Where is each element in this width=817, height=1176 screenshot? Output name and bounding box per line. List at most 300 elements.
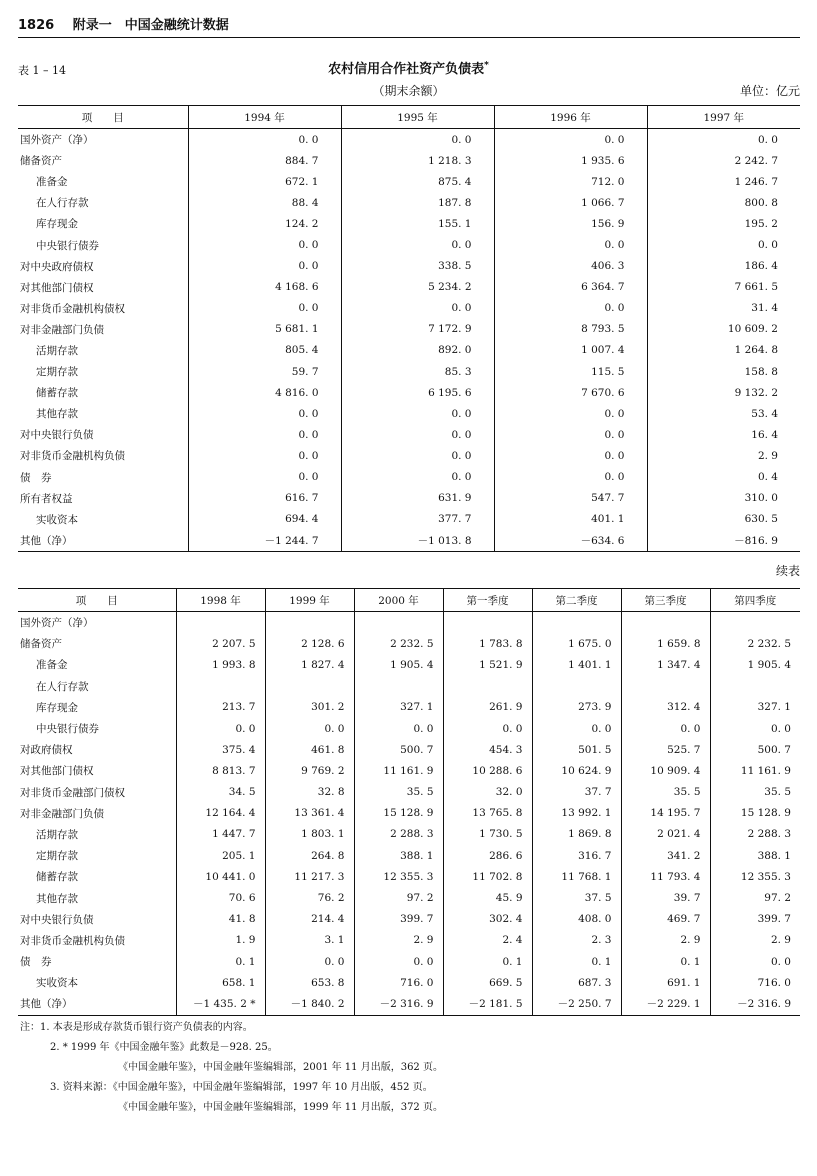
value-cell: 0. 0 <box>188 256 341 277</box>
value-cell: 310. 0 <box>647 488 800 509</box>
value-cell: 9 769. 2 <box>265 760 354 781</box>
row-label: 在人行存款 <box>36 680 89 693</box>
value-cell: 875. 4 <box>341 171 494 192</box>
value-cell: 2 288. 3 <box>354 824 443 845</box>
value-cell: 1 993. 8 <box>176 654 265 675</box>
table-subtitle: （期末余额） <box>372 84 445 98</box>
value-cell: 7 670. 6 <box>494 382 647 403</box>
value-cell: 2. 9 <box>647 445 800 466</box>
value-cell: 5 234. 2 <box>341 277 494 298</box>
value-cell: 0. 0 <box>354 951 443 972</box>
continued-label: 续表 <box>775 564 800 578</box>
table-row <box>18 718 800 739</box>
table-body <box>18 612 800 1016</box>
table-row <box>18 782 800 803</box>
value-cell: 13 992. 1 <box>532 803 621 824</box>
value-cell: 158. 8 <box>647 361 800 382</box>
table-row <box>18 845 800 866</box>
value-cell: 0. 0 <box>265 718 354 739</box>
table-row <box>18 213 800 234</box>
value-cell: 0. 0 <box>265 951 354 972</box>
table-row <box>18 488 800 509</box>
table-row <box>18 676 800 697</box>
value-cell: 0. 0 <box>621 718 710 739</box>
value-cell: 800. 8 <box>647 192 800 213</box>
table-header-row <box>18 589 800 612</box>
table-row <box>18 319 800 340</box>
value-cell: 0. 0 <box>341 445 494 466</box>
value-cell: 0. 0 <box>494 467 647 488</box>
table-id: 表 1 – 14 <box>18 64 66 77</box>
row-label: 中央银行债券 <box>36 239 99 252</box>
table-row <box>18 361 800 382</box>
value-cell: 0. 0 <box>647 234 800 255</box>
row-label: 储蓄存款 <box>36 871 78 884</box>
row-label: 实收资本 <box>36 977 78 990</box>
value-cell: 377. 7 <box>341 509 494 530</box>
value-cell: 97. 2 <box>710 887 800 908</box>
value-cell <box>265 676 354 697</box>
value-cell: 31. 4 <box>647 298 800 319</box>
running-head <box>18 14 800 38</box>
table-row <box>18 993 800 1015</box>
value-cell: 1 521. 9 <box>443 654 532 675</box>
value-cell <box>443 612 532 634</box>
value-cell: 1 675. 0 <box>532 633 621 654</box>
row-label: 国外资产（净） <box>20 617 94 630</box>
row-label: 储备资产 <box>20 155 62 168</box>
value-cell: 500. 7 <box>710 739 800 760</box>
value-cell: 1 935. 6 <box>494 150 647 171</box>
value-cell: 35. 5 <box>621 782 710 803</box>
table-body <box>18 129 800 552</box>
value-cell: 401. 1 <box>494 509 647 530</box>
value-cell: 13 361. 4 <box>265 803 354 824</box>
title-footnote-mark: * <box>484 60 489 71</box>
value-cell: 76. 2 <box>265 887 354 908</box>
value-cell: 2. 4 <box>443 930 532 951</box>
table-row <box>18 612 800 634</box>
unit-label: 单位：亿元 <box>739 84 800 98</box>
value-cell: －1 840. 2 <box>265 993 354 1015</box>
value-cell: 97. 2 <box>354 887 443 908</box>
table-row <box>18 633 800 654</box>
value-cell: 388. 1 <box>710 845 800 866</box>
row-label: 债 券 <box>20 471 52 484</box>
value-cell: 2 242. 7 <box>647 150 800 171</box>
value-cell: 0. 0 <box>341 298 494 319</box>
value-cell: 1 783. 8 <box>443 633 532 654</box>
value-cell: 45. 9 <box>443 887 532 908</box>
value-cell: 406. 3 <box>494 256 647 277</box>
row-label: 中央银行债券 <box>36 723 99 736</box>
table-row <box>18 697 800 718</box>
value-cell: 0. 0 <box>341 424 494 445</box>
value-cell: 213. 7 <box>176 697 265 718</box>
value-cell: 6 364. 7 <box>494 277 647 298</box>
value-cell: 41. 8 <box>176 909 265 930</box>
value-cell: 34. 5 <box>176 782 265 803</box>
value-cell: 35. 5 <box>710 782 800 803</box>
value-cell: 12 355. 3 <box>354 866 443 887</box>
value-cell: 0. 0 <box>532 718 621 739</box>
value-cell: 9 132. 2 <box>647 382 800 403</box>
row-label: 对非货币金融部门债权 <box>20 786 125 799</box>
value-cell: 316. 7 <box>532 845 621 866</box>
table-row <box>18 340 800 361</box>
value-cell: 2 021. 4 <box>621 824 710 845</box>
column-header: 1995 年 <box>341 106 494 129</box>
notes <box>20 1018 443 1118</box>
value-cell: 1 218. 3 <box>341 150 494 171</box>
value-cell: 1 869. 8 <box>532 824 621 845</box>
value-cell: 186. 4 <box>647 256 800 277</box>
value-cell: 0. 0 <box>188 298 341 319</box>
row-label: 对政府债权 <box>20 744 73 757</box>
value-cell: 0. 0 <box>710 718 800 739</box>
column-header: 1994 年 <box>188 106 341 129</box>
value-cell: 16. 4 <box>647 424 800 445</box>
value-cell: 630. 5 <box>647 509 800 530</box>
table-header-row <box>18 106 800 129</box>
value-cell: 35. 5 <box>354 782 443 803</box>
value-cell: －2 229. 1 <box>621 993 710 1015</box>
value-cell: 11 217. 3 <box>265 866 354 887</box>
value-cell: 341. 2 <box>621 845 710 866</box>
table-row <box>18 866 800 887</box>
row-label: 国外资产（净） <box>20 134 94 147</box>
value-cell: 0. 1 <box>621 951 710 972</box>
value-cell: 1 264. 8 <box>647 340 800 361</box>
row-label: 对非货币金融机构债权 <box>20 302 125 315</box>
value-cell: 884. 7 <box>188 150 341 171</box>
value-cell: 155. 1 <box>341 213 494 234</box>
value-cell: 0. 0 <box>354 718 443 739</box>
value-cell: 2 207. 5 <box>176 633 265 654</box>
value-cell: 10 909. 4 <box>621 760 710 781</box>
value-cell <box>710 676 800 697</box>
value-cell: 525. 7 <box>621 739 710 760</box>
value-cell: 461. 8 <box>265 739 354 760</box>
table-row <box>18 298 800 319</box>
row-label: 其他（净） <box>18 530 188 552</box>
value-cell: 0. 0 <box>443 718 532 739</box>
value-cell: 11 161. 9 <box>710 760 800 781</box>
table-row <box>18 467 800 488</box>
column-header: 第三季度 <box>621 589 710 612</box>
value-cell: 1 827. 4 <box>265 654 354 675</box>
value-cell: 0. 0 <box>341 234 494 255</box>
row-label: 对非金融部门负债 <box>20 807 104 820</box>
value-cell: 0. 0 <box>494 234 647 255</box>
value-cell: 195. 2 <box>647 213 800 234</box>
value-cell <box>532 612 621 634</box>
value-cell: 11 768. 1 <box>532 866 621 887</box>
value-cell: 2 232. 5 <box>354 633 443 654</box>
value-cell: 15 128. 9 <box>354 803 443 824</box>
value-cell: 10 624. 9 <box>532 760 621 781</box>
value-cell: 0. 0 <box>494 424 647 445</box>
value-cell: 0. 1 <box>532 951 621 972</box>
note-2: 2. * 1999 年《中国金融年鉴》此数是－928. 25。 <box>50 1042 278 1053</box>
value-cell: 0. 0 <box>494 445 647 466</box>
value-cell <box>532 676 621 697</box>
value-cell <box>621 676 710 697</box>
value-cell: －1 435. 2 * <box>176 993 265 1015</box>
value-cell: 156. 9 <box>494 213 647 234</box>
value-cell: 2. 3 <box>532 930 621 951</box>
column-header-item: 项 目 <box>18 106 188 129</box>
value-cell: 653. 8 <box>265 972 354 993</box>
balance-table-1994-1997 <box>18 105 800 552</box>
value-cell: 0. 0 <box>341 129 494 151</box>
value-cell: 8 813. 7 <box>176 760 265 781</box>
value-cell: 500. 7 <box>354 739 443 760</box>
row-label: 其他存款 <box>36 408 78 421</box>
value-cell: 14 195. 7 <box>621 803 710 824</box>
value-cell: －2 250. 7 <box>532 993 621 1015</box>
value-cell: 37. 5 <box>532 887 621 908</box>
row-label: 活期存款 <box>36 828 78 841</box>
row-label: 储备资产 <box>20 638 62 651</box>
value-cell: 0. 0 <box>494 403 647 424</box>
value-cell: －1 013. 8 <box>341 530 494 552</box>
value-cell: 124. 2 <box>188 213 341 234</box>
value-cell: 13 765. 8 <box>443 803 532 824</box>
value-cell: 7 172. 9 <box>341 319 494 340</box>
value-cell: 547. 7 <box>494 488 647 509</box>
value-cell: 2. 9 <box>354 930 443 951</box>
value-cell: －1 244. 7 <box>188 530 341 552</box>
value-cell: 12 164. 4 <box>176 803 265 824</box>
value-cell: 205. 1 <box>176 845 265 866</box>
table-row <box>18 403 800 424</box>
value-cell: 10 288. 6 <box>443 760 532 781</box>
table-row <box>18 739 800 760</box>
value-cell: 716. 0 <box>710 972 800 993</box>
row-label: 活期存款 <box>36 344 78 357</box>
value-cell: 1. 9 <box>176 930 265 951</box>
value-cell: 0. 0 <box>710 951 800 972</box>
value-cell: 1 905. 4 <box>354 654 443 675</box>
value-cell: 0. 0 <box>188 467 341 488</box>
value-cell: 658. 1 <box>176 972 265 993</box>
column-header: 1998 年 <box>176 589 265 612</box>
value-cell: －2 181. 5 <box>443 993 532 1015</box>
table-title <box>0 58 817 77</box>
column-header: 第一季度 <box>443 589 532 612</box>
value-cell: 0. 1 <box>176 951 265 972</box>
row-label: 储蓄存款 <box>36 387 78 400</box>
table-row <box>18 171 800 192</box>
value-cell: 2 288. 3 <box>710 824 800 845</box>
value-cell <box>176 612 265 634</box>
value-cell: 1 447. 7 <box>176 824 265 845</box>
value-cell: 631. 9 <box>341 488 494 509</box>
value-cell: 1 659. 8 <box>621 633 710 654</box>
section-title: 附录一 中国金融统计数据 <box>72 18 229 33</box>
value-cell: －634. 6 <box>494 530 647 552</box>
value-cell: 712. 0 <box>494 171 647 192</box>
value-cell: 0. 0 <box>188 234 341 255</box>
value-cell: －816. 9 <box>647 530 800 552</box>
table-row <box>18 824 800 845</box>
value-cell: 4 168. 6 <box>188 277 341 298</box>
row-label: 其他存款 <box>36 892 78 905</box>
value-cell: 12 355. 3 <box>710 866 800 887</box>
value-cell: 11 161. 9 <box>354 760 443 781</box>
table-row <box>18 234 800 255</box>
value-cell: 0. 0 <box>188 403 341 424</box>
value-cell: 0. 0 <box>647 129 800 151</box>
value-cell: 85. 3 <box>341 361 494 382</box>
value-cell: 1 066. 7 <box>494 192 647 213</box>
value-cell: 10 441. 0 <box>176 866 265 887</box>
column-header: 2000 年 <box>354 589 443 612</box>
value-cell: 0. 4 <box>647 467 800 488</box>
value-cell: 261. 9 <box>443 697 532 718</box>
value-cell: 2 232. 5 <box>710 633 800 654</box>
value-cell: 0. 0 <box>494 129 647 151</box>
row-label: 对中央政府债权 <box>20 260 94 273</box>
value-cell: 338. 5 <box>341 256 494 277</box>
value-cell: －2 316. 9 <box>710 993 800 1015</box>
value-cell <box>621 612 710 634</box>
table-row <box>18 909 800 930</box>
value-cell: 0. 0 <box>494 298 647 319</box>
value-cell: 273. 9 <box>532 697 621 718</box>
column-header: 第四季度 <box>710 589 800 612</box>
value-cell: 312. 4 <box>621 697 710 718</box>
value-cell: 0. 0 <box>188 445 341 466</box>
value-cell: 0. 0 <box>188 424 341 445</box>
value-cell: 15 128. 9 <box>710 803 800 824</box>
value-cell: 0. 0 <box>341 467 494 488</box>
value-cell: 892. 0 <box>341 340 494 361</box>
value-cell: 39. 7 <box>621 887 710 908</box>
value-cell <box>354 612 443 634</box>
value-cell: 687. 3 <box>532 972 621 993</box>
row-label: 对中央银行负债 <box>20 913 94 926</box>
value-cell: 399. 7 <box>354 909 443 930</box>
value-cell <box>265 612 354 634</box>
value-cell: 0. 0 <box>188 129 341 151</box>
value-cell: 669. 5 <box>443 972 532 993</box>
value-cell: 0. 1 <box>443 951 532 972</box>
value-cell: 616. 7 <box>188 488 341 509</box>
column-header: 1996 年 <box>494 106 647 129</box>
value-cell: 88. 4 <box>188 192 341 213</box>
value-cell: 286. 6 <box>443 845 532 866</box>
value-cell: 70. 6 <box>176 887 265 908</box>
row-label: 对其他部门债权 <box>20 765 94 778</box>
value-cell: 327. 1 <box>710 697 800 718</box>
table-row <box>18 930 800 951</box>
row-label: 实收资本 <box>36 513 78 526</box>
value-cell: 53. 4 <box>647 403 800 424</box>
value-cell: 5 681. 1 <box>188 319 341 340</box>
value-cell: 37. 7 <box>532 782 621 803</box>
table-row <box>18 424 800 445</box>
value-cell: 399. 7 <box>710 909 800 930</box>
value-cell: 301. 2 <box>265 697 354 718</box>
row-label: 库存现金 <box>36 701 78 714</box>
table-row <box>18 972 800 993</box>
value-cell: 10 609. 2 <box>647 319 800 340</box>
value-cell: 388. 1 <box>354 845 443 866</box>
note-3-source: 《中国金融年鉴》，中国金融年鉴编辑部，1999 年 11 月出版，372 页。 <box>118 1102 443 1113</box>
table-row <box>18 803 800 824</box>
value-cell: 59. 7 <box>188 361 341 382</box>
balance-table-1998-2000 <box>18 588 800 1016</box>
row-label: 债 券 <box>20 956 52 969</box>
note-1: 注：1. 本表是形成存款货币银行资产负债表的内容。 <box>20 1022 253 1033</box>
column-header: 第二季度 <box>532 589 621 612</box>
value-cell: 1 905. 4 <box>710 654 800 675</box>
row-label: 其他（净） <box>18 993 176 1015</box>
value-cell: 32. 8 <box>265 782 354 803</box>
value-cell: 454. 3 <box>443 739 532 760</box>
table-row <box>18 509 800 530</box>
table-row <box>18 277 800 298</box>
value-cell <box>176 676 265 697</box>
value-cell: 1 401. 1 <box>532 654 621 675</box>
row-label: 对非货币金融机构负债 <box>20 934 125 947</box>
value-cell: 2. 9 <box>621 930 710 951</box>
value-cell: 2 128. 6 <box>265 633 354 654</box>
row-label: 对非金融部门负债 <box>20 323 104 336</box>
column-header: 1999 年 <box>265 589 354 612</box>
value-cell: 32. 0 <box>443 782 532 803</box>
row-label: 对中央银行负债 <box>20 429 94 442</box>
column-header: 1997 年 <box>647 106 800 129</box>
value-cell: －2 316. 9 <box>354 993 443 1015</box>
row-label: 定期存款 <box>36 366 78 379</box>
value-cell <box>354 676 443 697</box>
value-cell: 805. 4 <box>188 340 341 361</box>
value-cell: 11 793. 4 <box>621 866 710 887</box>
value-cell <box>710 612 800 634</box>
value-cell: 375. 4 <box>176 739 265 760</box>
row-label: 定期存款 <box>36 850 78 863</box>
value-cell: 8 793. 5 <box>494 319 647 340</box>
table-row <box>18 445 800 466</box>
value-cell: 1 730. 5 <box>443 824 532 845</box>
value-cell: 302. 4 <box>443 909 532 930</box>
value-cell: 1 347. 4 <box>621 654 710 675</box>
table-row <box>18 951 800 972</box>
row-label: 所有者权益 <box>20 492 73 505</box>
value-cell: 11 702. 8 <box>443 866 532 887</box>
value-cell: 716. 0 <box>354 972 443 993</box>
value-cell: 694. 4 <box>188 509 341 530</box>
note-3: 3. 资料来源：《中国金融年鉴》，中国金融年鉴编辑部，1997 年 10 月出版，452 页。 <box>50 1082 433 1093</box>
value-cell: 187. 8 <box>341 192 494 213</box>
row-label: 准备金 <box>36 659 68 672</box>
value-cell: 264. 8 <box>265 845 354 866</box>
value-cell: 2. 9 <box>710 930 800 951</box>
table-row <box>18 129 800 151</box>
value-cell: 1 803. 1 <box>265 824 354 845</box>
table-row <box>18 530 800 552</box>
table-title-text: 农村信用合作社资产负债表 <box>328 62 485 77</box>
value-cell: 1 246. 7 <box>647 171 800 192</box>
value-cell: 214. 4 <box>265 909 354 930</box>
row-label: 对非货币金融机构负债 <box>20 450 125 463</box>
value-cell: 115. 5 <box>494 361 647 382</box>
table-row <box>18 150 800 171</box>
note-2-source: 《中国金融年鉴》，中国金融年鉴编辑部，2001 年 11 月出版，362 页。 <box>118 1062 443 1073</box>
